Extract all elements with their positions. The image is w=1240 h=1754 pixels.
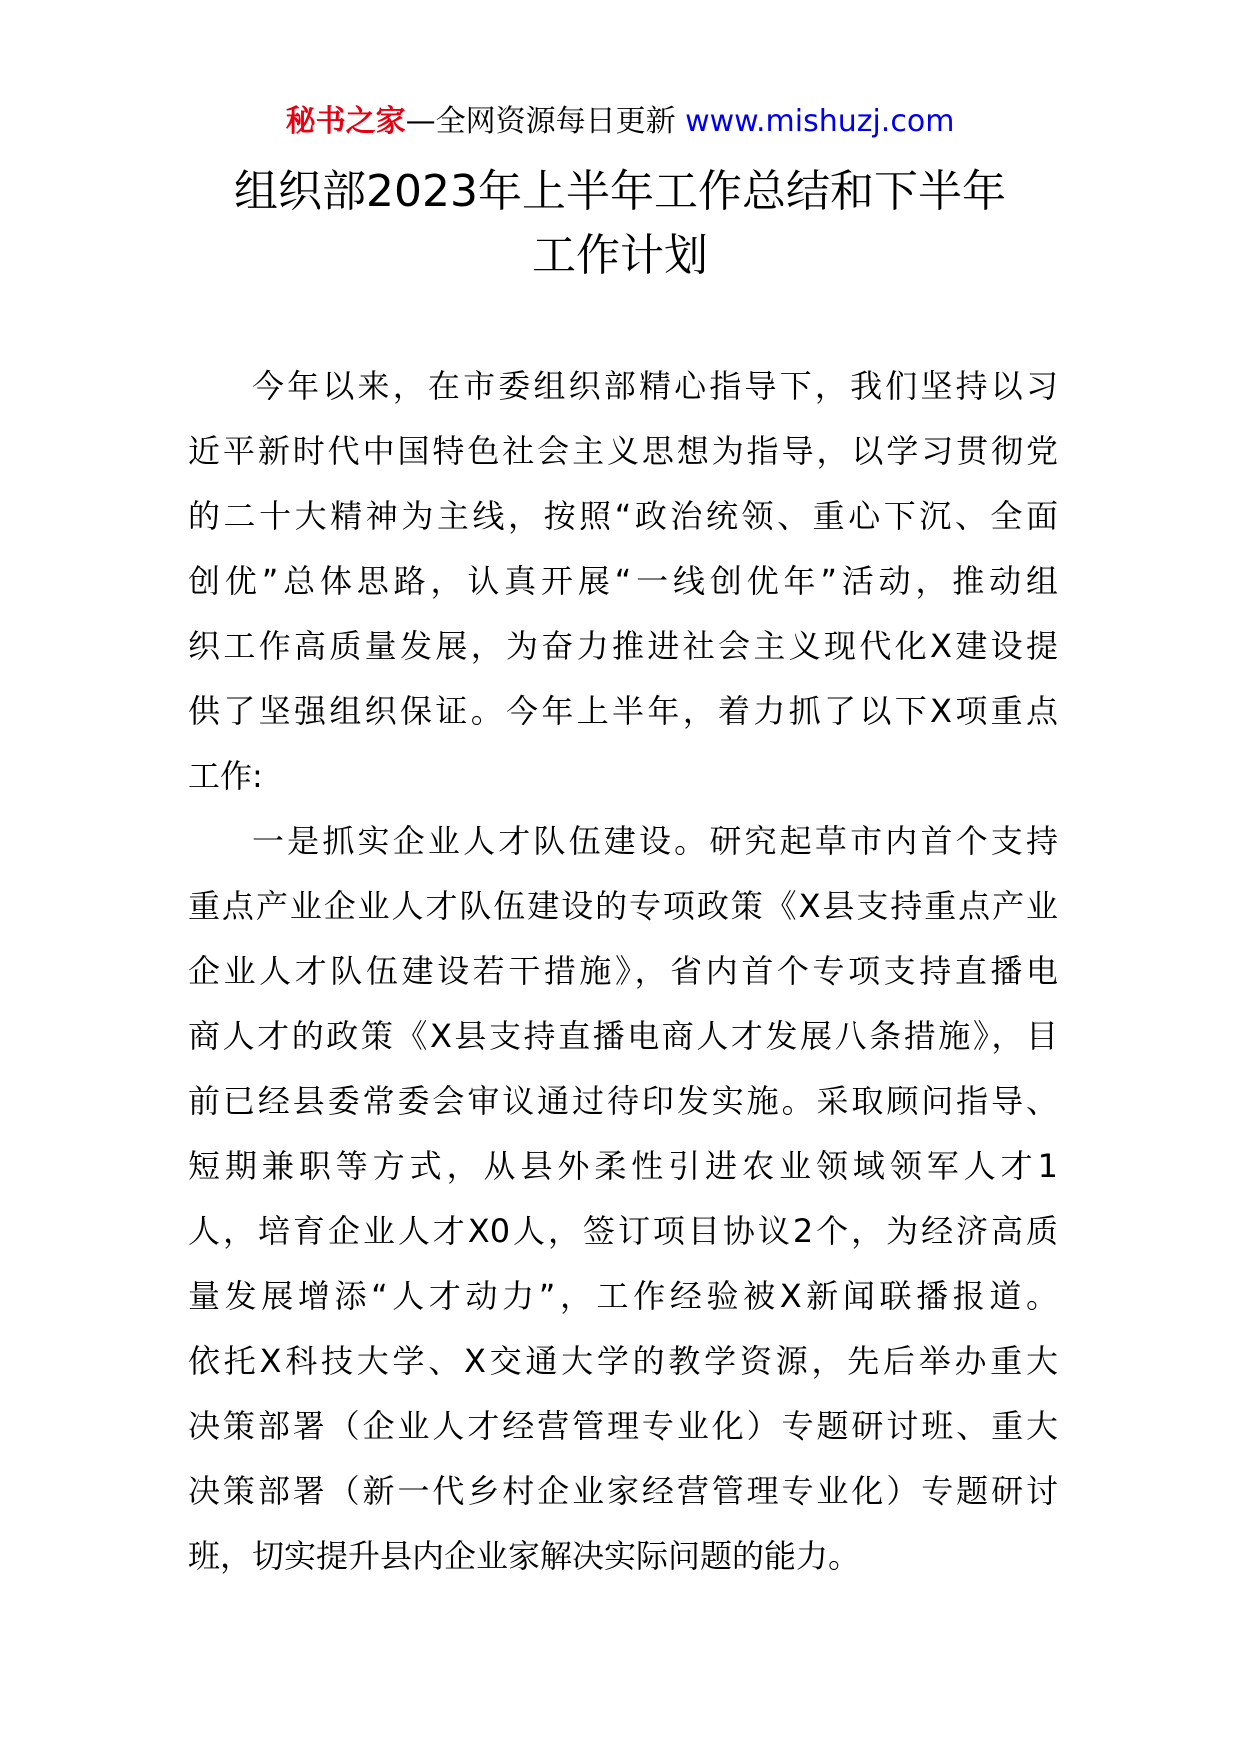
paragraph-talent	[188, 809, 1058, 1589]
text-line: 班，切实提升县内企业家解决实际问题的能力。	[188, 1537, 861, 1575]
title-line: 工作计划	[532, 230, 708, 281]
text-line: 量发展增添“人才动力”，工作经验被X新闻联播报道。	[188, 1277, 1058, 1315]
text-line: 决策部署（企业人才经营管理专业化）专题研讨班、重大	[188, 1407, 1058, 1445]
header-slogan: —全网资源每日更新	[405, 104, 676, 139]
text-line: 的二十大精神为主线，按照“政治统领、重心下沉、全面	[188, 497, 1058, 535]
text-line: 商人才的政策《X县支持直播电商人才发展八条措施》，目	[188, 1017, 1058, 1055]
document-body	[188, 354, 1058, 1589]
brand-name: 秘书之家	[285, 104, 406, 139]
text-line: 织工作高质量发展，为奋力推进社会主义现代化X建设提	[188, 627, 1058, 665]
document-title	[150, 160, 1090, 288]
text-line: 近平新时代中国特色社会主义思想为指导，以学习贯彻党	[188, 432, 1058, 470]
text-line: 短期兼职等方式，从县外柔性引进农业领域领军人才1	[188, 1147, 1058, 1185]
text-line: 依托X科技大学、X交通大学的教学资源，先后举办重大	[188, 1342, 1058, 1380]
text-line: 一是抓实企业人才队伍建设。研究起草市内首个支持	[252, 822, 1058, 860]
text-line: 决策部署（新一代乡村企业家经营管理专业化）专题研讨	[188, 1472, 1058, 1510]
site-url[interactable]: www.mishuzj.com	[675, 104, 955, 139]
text-line: 今年以来，在市委组织部精心指导下，我们坚持以习	[252, 367, 1058, 405]
text-line: 工作:	[188, 757, 263, 795]
text-line: 重点产业企业人才队伍建设的专项政策《X县支持重点产业	[188, 887, 1058, 925]
text-line: 人，培育企业人才X0人，签订项目协议2个，为经济高质	[188, 1212, 1058, 1250]
text-line: 前已经县委常委会审议通过待印发实施。采取顾问指导、	[188, 1082, 1058, 1120]
text-line: 创优”总体思路，认真开展“一线创优年”活动，推动组	[188, 562, 1058, 600]
text-line: 供了坚强组织保证。今年上半年，着力抓了以下X项重点	[188, 692, 1058, 730]
paragraph-intro	[188, 354, 1058, 809]
text-line: 企业人才队伍建设若干措施》，省内首个专项支持直播电	[188, 952, 1058, 990]
site-header	[0, 100, 1240, 144]
title-line: 组织部2023年上半年工作总结和下半年	[234, 166, 1006, 217]
